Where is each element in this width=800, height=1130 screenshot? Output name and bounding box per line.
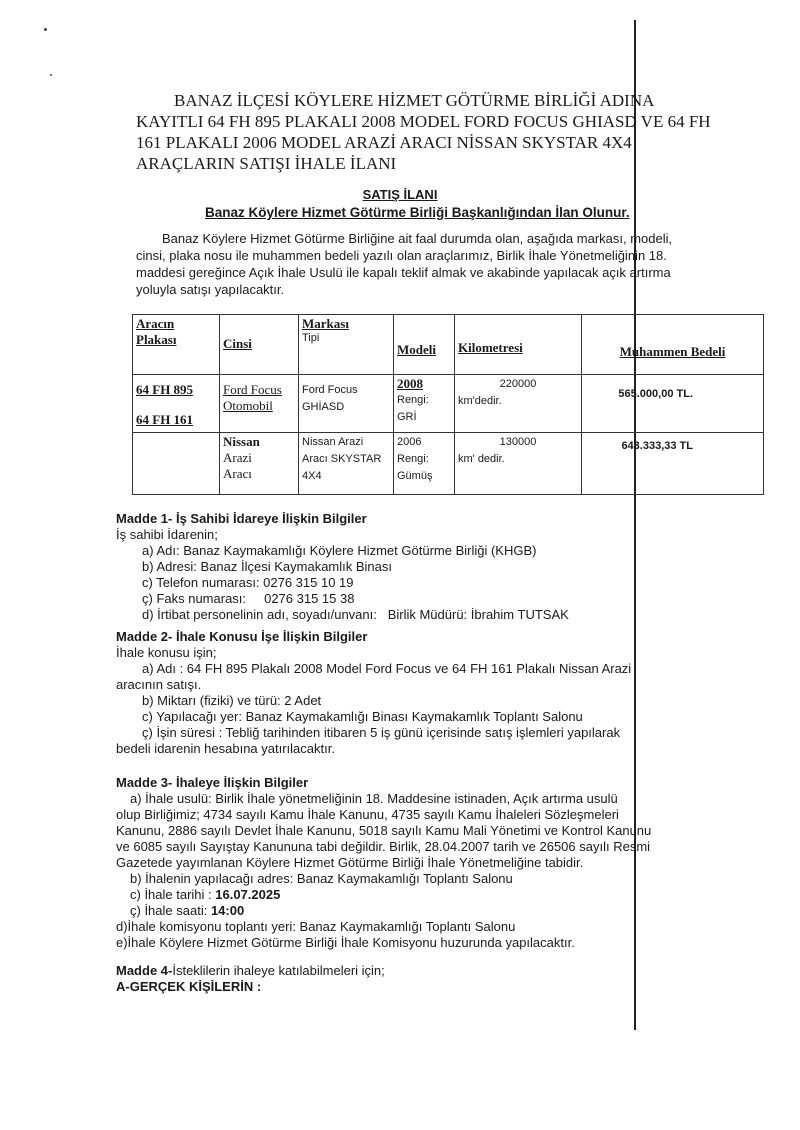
document-title bbox=[136, 90, 756, 174]
madde2-item-c: c) Yapılacağı yer: Banaz Kaymakamlığı Binası Kaymakamlık Toplantı Salonu bbox=[142, 709, 583, 724]
madde3-para-line: olup Birliğimiz; 4734 sayılı Kamu İhale Kanunu, 4735 sayılı Kamu İhaleleri Sözleşmeleri bbox=[116, 807, 619, 822]
header-modeli bbox=[394, 315, 455, 375]
row1-cinsi-line2: Otomobil bbox=[223, 398, 273, 413]
row2-bedel-value: 643.333,33 TL bbox=[621, 440, 693, 452]
header-cinsi-label: Cinsi bbox=[223, 336, 252, 351]
row1-modeli bbox=[394, 375, 455, 433]
row1-plaka-text: 64 FH 895 bbox=[136, 382, 194, 397]
row1-renk-label: Rengi: bbox=[397, 394, 429, 406]
madde1-item: c) Telefon numarası: 0276 315 10 19 bbox=[142, 575, 354, 590]
header-markasi bbox=[299, 315, 394, 375]
title-line: BANAZ İLÇESİ KÖYLERE HİZMET GÖTÜRME BİRLİĞİ ADINA bbox=[174, 91, 655, 110]
madde1-heading: Madde 1- İş Sahibi İdareye İlişkin Bilgiler bbox=[116, 511, 367, 526]
madde1-item: b) Adresi: Banaz İlçesi Kaymakamlık Binası bbox=[142, 559, 392, 574]
row2-renk-label: Rengi: bbox=[397, 453, 429, 465]
madde3-item-c-value: 16.07.2025 bbox=[215, 887, 281, 902]
row2-model-year: 2006 bbox=[397, 436, 422, 448]
row1-bedel bbox=[582, 375, 764, 433]
row2-cinsi bbox=[220, 433, 299, 495]
row2-tipi-line3: 4X4 bbox=[302, 470, 322, 482]
header-plaka-line1: Aracın bbox=[136, 316, 175, 331]
row2-modeli bbox=[394, 433, 455, 495]
header-tipi-label: Tipi bbox=[302, 332, 320, 344]
header-km-label: Kilometresi bbox=[458, 340, 523, 355]
satis-ilani-heading: SATIŞ İLANI bbox=[362, 187, 438, 202]
madde3-item-c-label: c) İhale tarihi : bbox=[130, 887, 216, 902]
title-line: KAYITLI 64 FH 895 PLAKALI 2008 MODEL FORD FOCUS GHIASD VE 64 FH bbox=[136, 112, 711, 131]
row1-km bbox=[455, 375, 582, 433]
row1-tipi-line2: GHİASD bbox=[302, 401, 345, 413]
madde4-heading bbox=[116, 963, 766, 979]
header-bedel bbox=[582, 315, 764, 375]
header-cinsi bbox=[220, 315, 299, 375]
row2-renk-value: Gümüş bbox=[397, 470, 433, 482]
row1-bedel-value: 565.000,00 TL. bbox=[618, 388, 693, 400]
row2-tipi-line2: Aracı SKYSTAR bbox=[302, 453, 382, 465]
madde3-para-line: a) İhale usulü: Birlik İhale yönetmeliğinin 18. Maddesine istinaden, Açık artırma usulü bbox=[130, 791, 618, 806]
row2-tipi-line1: Nissan Arazi bbox=[302, 436, 364, 448]
vehicle-table bbox=[132, 314, 764, 495]
madde3-item-cc bbox=[116, 903, 766, 919]
table-header-row bbox=[133, 315, 764, 375]
madde4-heading-bold: Madde 4- bbox=[116, 963, 173, 978]
row2-km-unit: km' dedir. bbox=[458, 453, 505, 465]
row1-renk-value: GRİ bbox=[397, 411, 417, 423]
title-line: ARAÇLARIN SATIŞI İHALE İLANI bbox=[136, 154, 397, 173]
scan-speck bbox=[44, 28, 47, 31]
madde4-heading-rest: İsteklilerin ihaleye katılabilmeleri için; bbox=[172, 963, 385, 978]
madde3-item-d: d)İhale komisyonu toplantı yeri: Banaz Kaymakamlığı Toplantı Salonu bbox=[116, 919, 516, 934]
madde4-sub: A-GERÇEK KİŞİLERİN : bbox=[116, 979, 262, 994]
header-plaka-line2: Plakası bbox=[136, 332, 177, 347]
madde1-sub: İş sahibi İdarenin; bbox=[116, 527, 218, 542]
table-row bbox=[133, 375, 764, 433]
madde1-item: a) Adı: Banaz Kaymakamlığı Köylere Hizmet Götürme Birliği (KHGB) bbox=[142, 543, 537, 558]
madde3-item-e: e)İhale Köylere Hizmet Götürme Birliği İhale Komisyonu huzurunda yapılacaktır. bbox=[116, 935, 575, 950]
table-row bbox=[133, 433, 764, 495]
title-line: 161 PLAKALI 2006 MODEL ARAZİ ARACI NİSSAN SKYSTAR 4X4 bbox=[136, 133, 632, 152]
madde3-para-line: Kanunu, 2886 sayılı Devlet İhale Kanunu, 5018 sayılı Kamu Mali Yönetimi ve Kontrol Kanunu bbox=[116, 823, 652, 838]
madde2-item-a-cont: aracının satışı. bbox=[116, 677, 202, 692]
header-bedel-label: Muhammen Bedeli bbox=[619, 344, 726, 359]
madde2-item-b: b) Miktarı (fiziki) ve türü: 2 Adet bbox=[142, 693, 322, 708]
header-plaka bbox=[133, 315, 220, 375]
madde2-heading: Madde 2- İhale Konusu İşe İlişkin Bilgiler bbox=[116, 629, 368, 644]
madde2-sub: İhale konusu işin; bbox=[116, 645, 217, 660]
announcement-subheading: Banaz Köylere Hizmet Götürme Birliği Başkanlığından İlan Olunur. bbox=[205, 205, 630, 220]
row1-cinsi-line1: Ford Focus bbox=[223, 382, 282, 397]
document-body bbox=[116, 505, 766, 995]
madde1-item: ç) Faks numarası: 0276 315 15 38 bbox=[142, 591, 355, 606]
row2-tipi bbox=[299, 433, 394, 495]
madde3-item-cc-value: 14:00 bbox=[210, 903, 245, 918]
header-modeli-label: Modeli bbox=[397, 342, 436, 357]
row1-model-year: 2008 bbox=[397, 376, 423, 391]
row1-tipi bbox=[299, 375, 394, 433]
scan-speck bbox=[50, 74, 52, 76]
madde3-para-line: ve 6085 sayılı Sayıştay Kanununa tabi değildir. Birlik, 28.04.2007 tarih ve 26506 sayılı Resmi bbox=[116, 839, 651, 854]
row2-plaka bbox=[133, 412, 220, 495]
row2-km-value: 130000 bbox=[499, 436, 537, 448]
row1-cinsi bbox=[220, 375, 299, 433]
intro-line: maddesi gereğince Açık İhale Usulü ile kapalı teklif almak ve akabinde yapılacak açık artırma bbox=[136, 265, 671, 280]
madde1-item: d) İrtibat personelinin adı, soyadı/unvanı: Birlik Müdürü: İbrahim TUTSAK bbox=[142, 607, 569, 622]
madde3-heading: Madde 3- İhaleye İlişkin Bilgiler bbox=[116, 775, 309, 790]
row2-bedel bbox=[582, 433, 764, 495]
intro-line: yoluyla satışı yapılacaktır. bbox=[136, 282, 285, 297]
intro-paragraph bbox=[136, 230, 761, 298]
madde3-para-line: Gazetede yayımlanan Köylere Hizmet Götürme Birliği İhale Yönetmeliğine tabidir. bbox=[116, 855, 584, 870]
row2-km bbox=[455, 433, 582, 495]
madde2-item-cc-cont: bedeli idarenin hesabına yatırılacaktır. bbox=[116, 741, 335, 756]
header-markasi-label: Markası bbox=[302, 316, 349, 331]
row2-cinsi-line3: Aracı bbox=[223, 466, 252, 481]
madde3-item-c bbox=[116, 887, 766, 903]
row1-km-unit: km'dedir. bbox=[458, 395, 502, 407]
madde3-item-cc-label: ç) İhale saati: bbox=[130, 903, 211, 918]
header-km bbox=[455, 315, 582, 375]
row1-tipi-line1: Ford Focus bbox=[302, 384, 358, 396]
madde3-item-b: b) İhalenin yapılacağı adres: Banaz Kaymakamlığı Toplantı Salonu bbox=[130, 871, 513, 886]
row1-km-value: 220000 bbox=[499, 378, 537, 390]
row2-cinsi-line1: Nissan bbox=[223, 434, 260, 449]
intro-line: Banaz Köylere Hizmet Götürme Birliğine ait faal durumda olan, aşağıda markası, modeli, bbox=[162, 231, 673, 246]
row2-plaka-text: 64 FH 161 bbox=[136, 412, 194, 427]
row2-cinsi-line2: Arazi bbox=[223, 450, 252, 465]
madde2-item-cc: ç) İşin süresi : Tebliğ tarihinden itibaren 5 iş günü içerisinde satış işlemleri yapılarak bbox=[142, 725, 621, 740]
madde2-item-a: a) Adı : 64 FH 895 Plakalı 2008 Model Ford Focus ve 64 FH 161 Plakalı Nissan Arazi bbox=[142, 661, 632, 676]
intro-line: cinsi, plaka nosu ile muhammen bedeli yazılı olan araçlarımız, Birlik İhale Yönetmeliğinin 18. bbox=[136, 248, 667, 263]
